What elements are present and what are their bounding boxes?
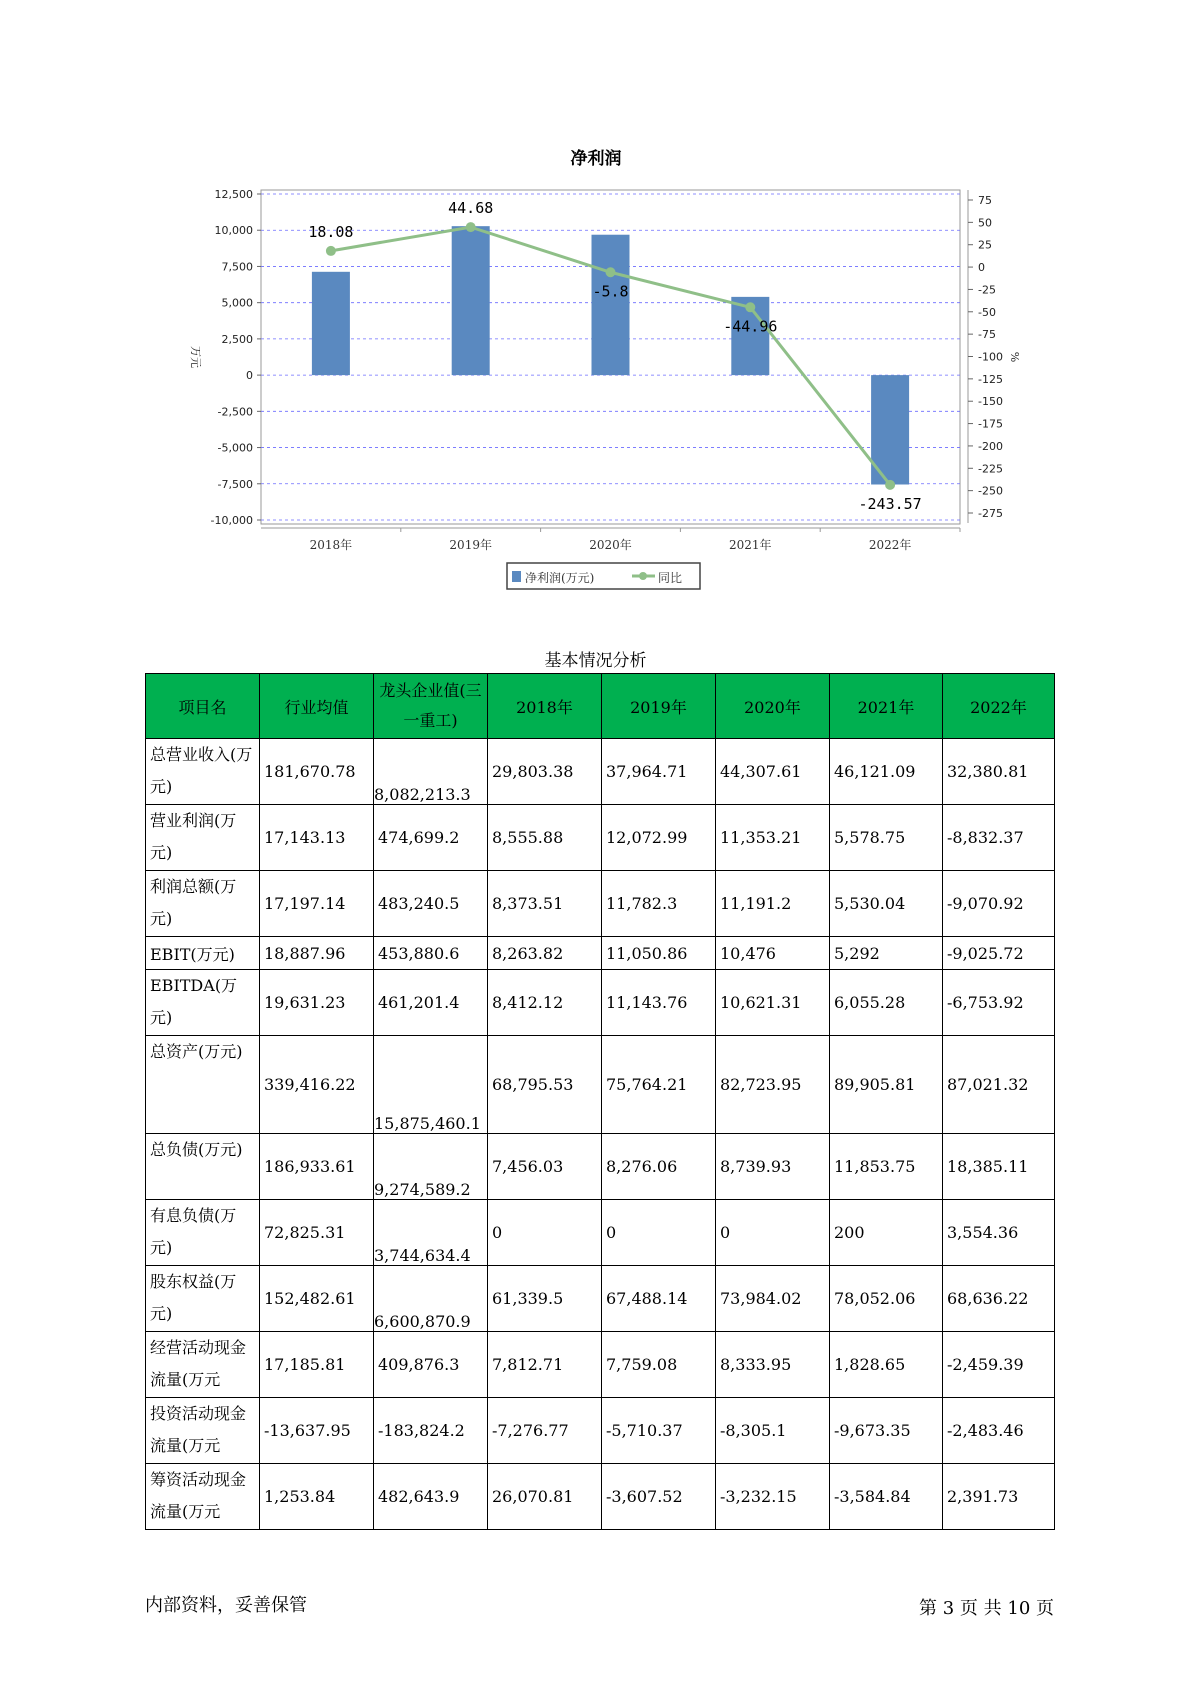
table-row: [146, 1036, 1055, 1134]
row-label-cell: 股东权益(万元): [146, 1266, 260, 1332]
left-tick-label: 0: [246, 369, 253, 383]
table-header-cell: 项目名: [146, 674, 260, 739]
table-cell: 9,274,589.2: [374, 1134, 488, 1200]
x-tick-label: 2022年: [868, 538, 912, 552]
table-cell: 46,121.09: [830, 739, 943, 805]
row-label-cell: 利润总额(万元): [146, 871, 260, 937]
right-tick-label: 50: [978, 216, 992, 230]
row-label-cell: EBITDA(万元): [146, 970, 260, 1036]
left-tick-label: -10,000: [210, 514, 253, 527]
table-cell: 15,875,460.1: [374, 1036, 488, 1134]
table-cell: 11,353.21: [716, 805, 830, 871]
table-row: [146, 1398, 1055, 1464]
table-cell: 87,021.32: [943, 1036, 1055, 1134]
table-cell: 8,263.82: [488, 937, 602, 970]
table-row: [146, 1464, 1055, 1530]
table-cell: 67,488.14: [602, 1266, 716, 1332]
yoy-data-label: -5.8: [592, 282, 629, 301]
right-tick-label: -200: [978, 439, 1003, 453]
table-cell: 11,191.2: [716, 871, 830, 937]
right-tick-label: -100: [978, 350, 1003, 364]
table-cell: 0: [488, 1200, 602, 1266]
table-cell: 89,905.81: [830, 1036, 943, 1134]
table-cell: 474,699.2: [374, 805, 488, 871]
table-cell: -3,232.15: [716, 1464, 830, 1530]
x-tick-label: 2018年: [309, 538, 353, 552]
table-cell: -3,584.84: [830, 1464, 943, 1530]
right-tick-label: -50: [978, 305, 996, 319]
table-header-cell: 行业均值: [260, 674, 374, 739]
table-cell: 5,530.04: [830, 871, 943, 937]
yoy-point: [606, 267, 616, 277]
row-label-cell: 总营业收入(万元): [146, 739, 260, 805]
table-cell: 11,143.76: [602, 970, 716, 1036]
table-cell: 19,631.23: [260, 970, 374, 1036]
table-row: [146, 1200, 1055, 1266]
table-cell: 17,197.14: [260, 871, 374, 937]
yoy-data-label: -243.57: [858, 494, 922, 513]
right-axis-label: %: [1008, 351, 1021, 363]
table-cell: 0: [716, 1200, 830, 1266]
table-cell: 10,476: [716, 937, 830, 970]
table-cell: -13,637.95: [260, 1398, 374, 1464]
right-tick-label: -125: [978, 372, 1003, 386]
table-cell: 7,456.03: [488, 1134, 602, 1200]
table-cell: 461,201.4: [374, 970, 488, 1036]
yoy-data-label: 44.68: [448, 199, 494, 218]
table-cell: 8,333.95: [716, 1332, 830, 1398]
table-row: [146, 1134, 1055, 1200]
right-tick-label: -25: [978, 283, 996, 297]
right-tick-label: -250: [978, 484, 1003, 498]
table-cell: 68,636.22: [943, 1266, 1055, 1332]
table-cell: 75,764.21: [602, 1036, 716, 1134]
right-tick-label: -75: [978, 328, 996, 342]
table-cell: 18,385.11: [943, 1134, 1055, 1200]
table-header-cell: 2022年: [943, 674, 1055, 739]
table-cell: 8,276.06: [602, 1134, 716, 1200]
table-cell: 12,072.99: [602, 805, 716, 871]
yoy-data-label: -44.96: [723, 317, 778, 336]
row-label-cell: EBIT(万元): [146, 937, 260, 970]
table-cell: 32,380.81: [943, 739, 1055, 805]
table-header-cell: 2021年: [830, 674, 943, 739]
row-label-cell: 经营活动现金流量(万元: [146, 1332, 260, 1398]
table-cell: 78,052.06: [830, 1266, 943, 1332]
yoy-point: [885, 480, 895, 490]
x-tick-label: 2020年: [589, 538, 632, 552]
table-cell: 152,482.61: [260, 1266, 374, 1332]
table-row: [146, 739, 1055, 805]
table-cell: -9,025.72: [943, 937, 1055, 970]
right-tick-label: 75: [978, 194, 992, 207]
table-cell: 11,853.75: [830, 1134, 943, 1200]
table-cell: 8,373.51: [488, 871, 602, 937]
row-label-cell: 有息负债(万元): [146, 1200, 260, 1266]
table-cell: 7,812.71: [488, 1332, 602, 1398]
table-title: 基本情况分析: [544, 651, 647, 671]
right-tick-label: -275: [978, 507, 1003, 520]
table-cell: 453,880.6: [374, 937, 488, 970]
x-tick-label: 2021年: [729, 538, 772, 552]
bar-net-profit: [312, 272, 350, 375]
yoy-point: [326, 246, 336, 256]
table-header-cell: 2018年: [488, 674, 602, 739]
table-cell: -9,673.35: [830, 1398, 943, 1464]
table-cell: 8,412.12: [488, 970, 602, 1036]
left-tick-label: 7,500: [221, 260, 253, 274]
right-tick-label: -175: [978, 417, 1003, 431]
table-cell: 5,578.75: [830, 805, 943, 871]
legend-line-label: 同比: [658, 571, 683, 585]
table-cell: 5,292: [830, 937, 943, 970]
table-row: [146, 1266, 1055, 1332]
table-cell: -8,832.37: [943, 805, 1055, 871]
table-cell: 10,621.31: [716, 970, 830, 1036]
table-row: [146, 937, 1055, 970]
table-cell: 17,185.81: [260, 1332, 374, 1398]
table-cell: 200: [830, 1200, 943, 1266]
table-header-cell: 2020年: [716, 674, 830, 739]
table-cell: 72,825.31: [260, 1200, 374, 1266]
legend-bar-label: 净利润(万元): [525, 571, 595, 585]
table-cell: 37,964.71: [602, 739, 716, 805]
table-cell: -8,305.1: [716, 1398, 830, 1464]
table-cell: 483,240.5: [374, 871, 488, 937]
left-tick-label: -7,500: [217, 477, 253, 491]
table-row: [146, 970, 1055, 1036]
table-cell: 7,759.08: [602, 1332, 716, 1398]
right-tick-label: -150: [978, 395, 1003, 409]
footer-confidential-note: 内部资料，妥善保管: [145, 1595, 307, 1616]
bar-net-profit: [452, 226, 490, 375]
table-cell: 82,723.95: [716, 1036, 830, 1134]
right-tick-label: -225: [978, 462, 1003, 476]
table-cell: 18,887.96: [260, 937, 374, 970]
right-tick-label: 25: [978, 238, 992, 252]
table-cell: 73,984.02: [716, 1266, 830, 1332]
chart-title: 净利润: [570, 149, 622, 169]
net-profit-chart: [0, 0, 1191, 610]
row-label-cell: 筹资活动现金流量(万元: [146, 1464, 260, 1530]
x-tick-label: 2019年: [449, 538, 492, 552]
left-tick-label: 5,000: [221, 296, 253, 310]
table-cell: 11,050.86: [602, 937, 716, 970]
table-cell: 11,782.3: [602, 871, 716, 937]
table-cell: 6,600,870.9: [374, 1266, 488, 1332]
row-label-cell: 营业利润(万元): [146, 805, 260, 871]
table-row: [146, 805, 1055, 871]
basic-analysis-table: [145, 673, 1055, 1530]
table-cell: 44,307.61: [716, 739, 830, 805]
table-cell: -3,607.52: [602, 1464, 716, 1530]
row-label-cell: 投资活动现金流量(万元: [146, 1398, 260, 1464]
table-cell: 8,082,213.3: [374, 739, 488, 805]
table-cell: 29,803.38: [488, 739, 602, 805]
table-cell: 61,339.5: [488, 1266, 602, 1332]
table-cell: 0: [602, 1200, 716, 1266]
right-tick-label: 0: [978, 261, 985, 275]
table-cell: -9,070.92: [943, 871, 1055, 937]
table-header-cell: 龙头企业值(三一重工): [374, 674, 488, 739]
table-cell: 2,391.73: [943, 1464, 1055, 1530]
legend-bar-swatch: [512, 571, 521, 582]
bar-net-profit: [592, 235, 630, 375]
left-tick-label: 12,500: [214, 188, 253, 201]
left-tick-label: -5,000: [217, 441, 253, 455]
table-header-row: [146, 674, 1055, 739]
table-cell: 6,055.28: [830, 970, 943, 1036]
row-label-cell: 总负债(万元): [146, 1134, 260, 1200]
table-cell: -7,276.77: [488, 1398, 602, 1464]
legend-line-marker: [639, 572, 647, 580]
table-cell: -2,483.46: [943, 1398, 1055, 1464]
table-cell: 339,416.22: [260, 1036, 374, 1134]
chart-canvas: [0, 0, 1191, 610]
left-tick-label: -2,500: [217, 405, 253, 419]
table-header-cell: 2019年: [602, 674, 716, 739]
table-cell: 3,554.36: [943, 1200, 1055, 1266]
left-axis-label: 万元: [189, 346, 202, 368]
yoy-point: [745, 302, 755, 312]
left-tick-label: 10,000: [214, 224, 253, 238]
table-cell: 186,933.61: [260, 1134, 374, 1200]
table-cell: -2,459.39: [943, 1332, 1055, 1398]
yoy-point: [466, 222, 476, 232]
table-cell: 1,253.84: [260, 1464, 374, 1530]
table-cell: 26,070.81: [488, 1464, 602, 1530]
left-tick-label: 2,500: [221, 332, 253, 346]
table-cell: 482,643.9: [374, 1464, 488, 1530]
table-row: [146, 1332, 1055, 1398]
table-cell: 8,739.93: [716, 1134, 830, 1200]
table-cell: 409,876.3: [374, 1332, 488, 1398]
table-cell: -183,824.2: [374, 1398, 488, 1464]
yoy-data-label: 18.08: [308, 222, 354, 241]
table-cell: -6,753.92: [943, 970, 1055, 1036]
table-cell: 1,828.65: [830, 1332, 943, 1398]
table-cell: 17,143.13: [260, 805, 374, 871]
table-cell: -5,710.37: [602, 1398, 716, 1464]
table-cell: 8,555.88: [488, 805, 602, 871]
table-cell: 181,670.78: [260, 739, 374, 805]
row-label-cell: 总资产(万元): [146, 1036, 260, 1134]
footer-page-number: 第 3 页 共 10 页: [919, 1598, 1054, 1619]
table-cell: 3,744,634.4: [374, 1200, 488, 1266]
table-cell: 68,795.53: [488, 1036, 602, 1134]
table-row: [146, 871, 1055, 937]
